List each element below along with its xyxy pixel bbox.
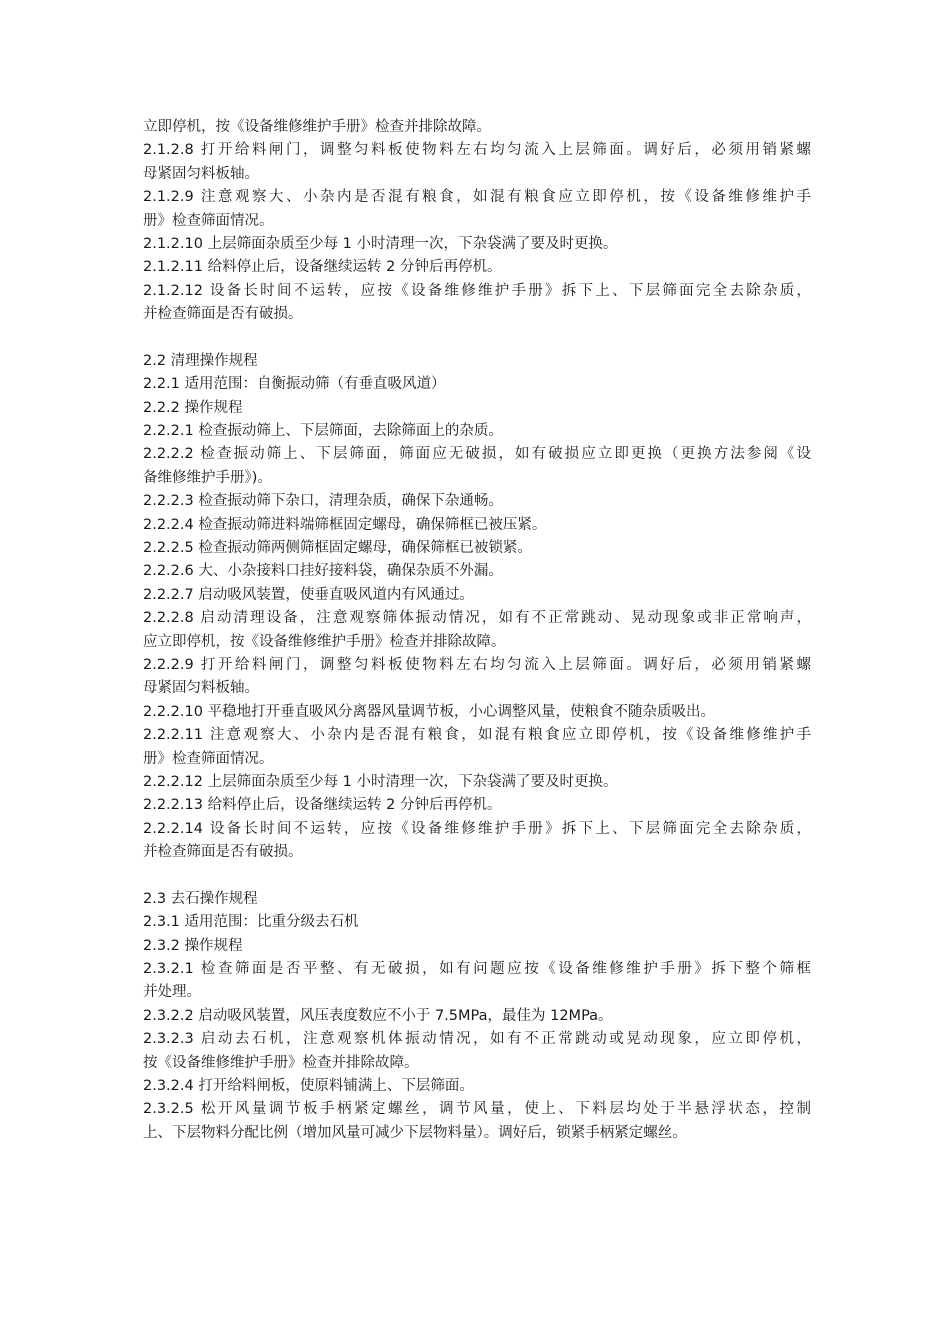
text-line: 2.2.2.13 给料停止后，设备继续运转 2 分钟后再停机。 xyxy=(143,797,502,814)
text-line: 2.2.2.2 检查振动筛上、下层筛面，筛面应无破损，如有破损应立即更换（更换方法参阅《设 xyxy=(143,446,811,463)
text-line: 2.1.2.12 设备长时间不运转，应按《设备维修维护手册》拆下上、下层筛面完全去除杂质， xyxy=(143,282,811,299)
text-line: 2.3.2.4 打开给料闸板，使原料铺满上、下层筛面。 xyxy=(143,1078,474,1095)
text-line: 2.2.2.6 大、小杂接料口挂好接料袋，确保杂质不外漏。 xyxy=(143,563,503,580)
text-line: 2.2.1 适用范围：自衡振动筛（有垂直吸风道） xyxy=(143,376,446,393)
text-line: 并处理。 xyxy=(143,984,201,1001)
text-line: 2.2.2.1 检查振动筛上、下层筛面，去除筛面上的杂质。 xyxy=(143,423,503,440)
text-line: 2.2.2.14 设备长时间不运转，应按《设备维修维护手册》拆下上、下层筛面完全去除杂质， xyxy=(143,820,811,837)
blank-line xyxy=(143,865,811,888)
text-line: 2.3.2.1 检查筛面是否平整、有无破损，如有问题应按《设备维修维护手册》拆下整个筛框 xyxy=(143,961,811,978)
text-line: 2.3.2.5 松开风量调节板手柄紧定螺丝，调节风量，使上、下料层均处于半悬浮状态，控制 xyxy=(143,1101,811,1118)
text-line: 册》检查筛面情况。 xyxy=(143,750,274,767)
text-line: 2.2.2.5 检查振动筛两侧筛框固定螺母，确保筛框已被锁紧。 xyxy=(143,540,532,557)
text-line: 2.2.2 操作规程 xyxy=(143,399,243,416)
text-line: 2.2.2.7 启动吸风装置，使垂直吸风道内有风通过。 xyxy=(143,586,474,603)
text-line: 2.2.2.8 启动清理设备，注意观察筛体振动情况，如有不正常跳动、晃动现象或非正常响声， xyxy=(143,610,811,627)
text-line: 并检查筛面是否有破损。 xyxy=(143,844,303,861)
text-line: 母紧固匀料板轴。 xyxy=(143,680,259,697)
document-body xyxy=(143,116,811,1145)
text-line: 2.1.2.8 打开给料闸门，调整匀料板使物料左右均匀流入上层筛面。调好后，必须用销紧螺 xyxy=(143,142,811,159)
text-line: 应立即停机，按《设备维修维护手册》检查并排除故障。 xyxy=(143,633,506,650)
text-line: 2.2.2.12 上层筛面杂质至少每 1 小时清理一次，下杂袋满了要及时更换。 xyxy=(143,773,618,790)
text-line: 立即停机，按《设备维修维护手册》检查并排除故障。 xyxy=(143,119,491,135)
text-line: 2.1.2.11 给料停止后，设备继续运转 2 分钟后再停机。 xyxy=(143,259,502,276)
text-line: 2.2.2.11 注意观察大、小杂内是否混有粮食，如混有粮食应立即停机，按《设备维修维护手 xyxy=(143,727,811,744)
text-line: 2.2 清理操作规程 xyxy=(143,352,258,369)
text-line: 备维修维护手册》)。 xyxy=(143,469,272,486)
text-line: 并检查筛面是否有破损。 xyxy=(143,306,303,323)
text-line: 按《设备维修维护手册》检查并排除故障。 xyxy=(143,1054,419,1071)
blank-line xyxy=(143,327,811,350)
text-line: 2.3.2.2 启动吸风装置，风压表度数应不小于 7.5MPa，最佳为 12MPa。 xyxy=(143,1007,613,1024)
text-line: 2.3.2.3 启动去石机，注意观察机体振动情况，如有不正常跳动或晃动现象，应立即停机， xyxy=(143,1031,811,1048)
text-line: 2.3 去石操作规程 xyxy=(143,890,258,907)
text-line: 2.2.2.9 打开给料闸门，调整匀料板使物料左右均匀流入上层筛面。调好后，必须用销紧螺 xyxy=(143,656,811,673)
text-line: 册》检查筛面情况。 xyxy=(143,212,274,229)
text-line: 2.2.2.3 检查振动筛下杂口，清理杂质，确保下杂通畅。 xyxy=(143,493,503,510)
text-line: 2.1.2.9 注意观察大、小杂内是否混有粮食，如混有粮食应立即停机，按《设备维修维护手 xyxy=(143,189,811,206)
text-line: 2.3.2 操作规程 xyxy=(143,937,243,954)
text-line: 2.1.2.10 上层筛面杂质至少每 1 小时清理一次，下杂袋满了要及时更换。 xyxy=(143,235,618,252)
text-line: 2.2.2.4 检查振动筛进料端筛框固定螺母，确保筛框已被压紧。 xyxy=(143,516,547,533)
text-line: 2.2.2.10 平稳地打开垂直吸风分离器风量调节板，小心调整风量，使粮食不随杂质吸出。 xyxy=(143,703,716,720)
text-line: 2.3.1 适用范围：比重分级去石机 xyxy=(143,914,359,931)
text-line: 母紧固匀料板轴。 xyxy=(143,165,259,182)
text-line: 上、下层物料分配比例（增加风量可减少下层物料量）。调好后，锁紧手柄紧定螺丝。 xyxy=(143,1124,687,1141)
